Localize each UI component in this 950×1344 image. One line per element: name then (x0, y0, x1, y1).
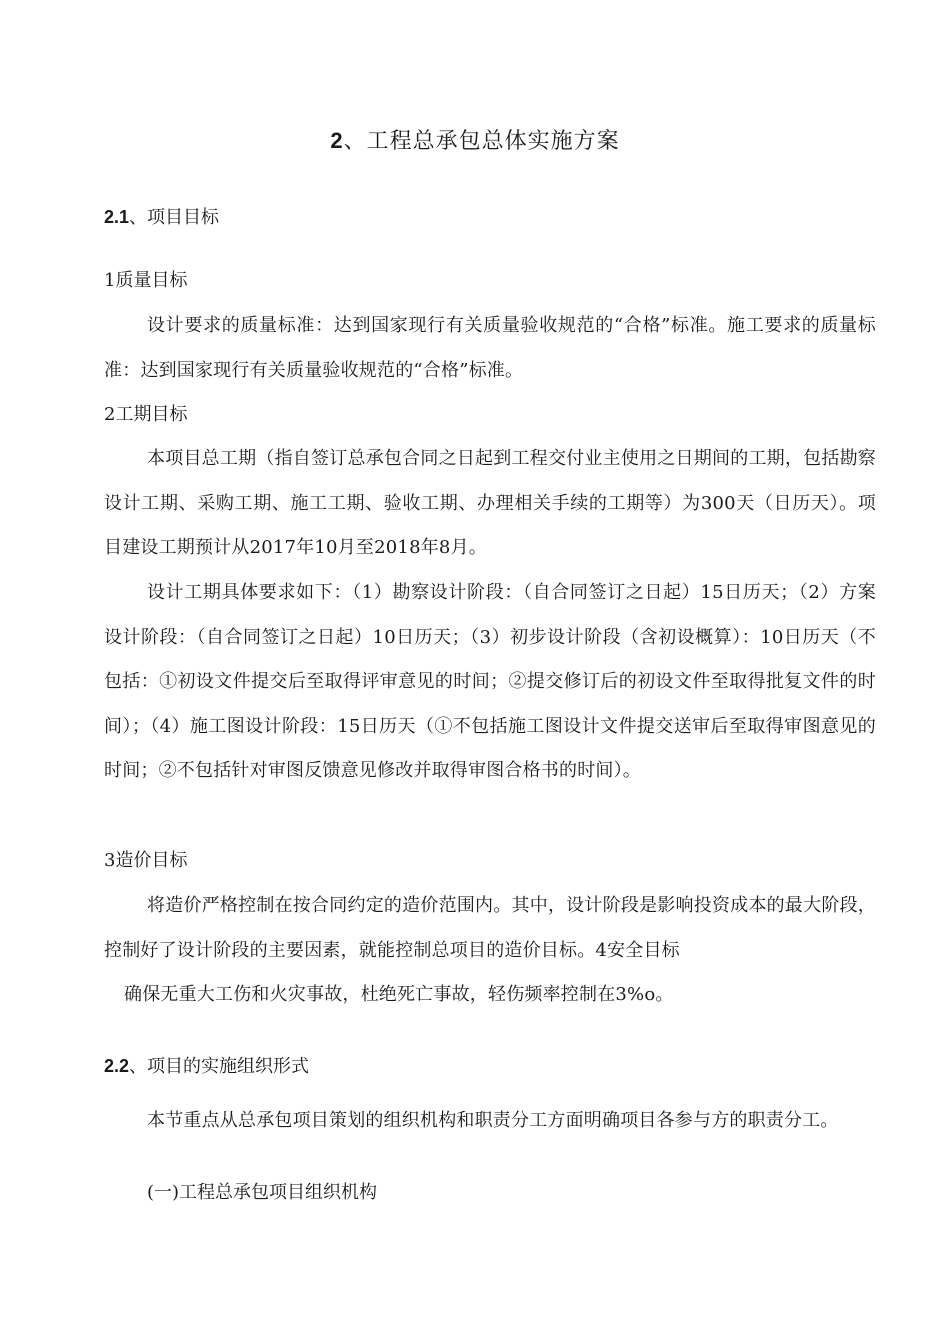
section-number: 2.1 (104, 207, 130, 227)
organization-paragraph: 本节重点从总承包项目策划的组织机构和职责分工方面明确项目各参与方的职责分工。 (147, 1110, 839, 1131)
document-title (0, 126, 950, 157)
design-schedule-paragraph: 设计工期具体要求如下：（1）勘察设计阶段：（自合同签订之日起）15日历天；（2）方案设计阶段：（自合同签订之日起）10日历天；（3）初步设计阶段（含初设概算）：10日历天（不包括：①初设文件提交后至取得评审意见的时间；②提交修订后的初设文件至取得批复文件的时间）；（4）施工图设计阶段：15日历天（①不包括施工图设计文件提交送审后至取得审图意见的时间；②不包括针对审图反馈意见修改并取得审图合格书的时间）。 (104, 582, 876, 781)
section-heading-2-2 (104, 1053, 309, 1080)
schedule-goal-paragraph: 本项目总工期（指自签订总承包合同之日起到工程交付业主使用之日期间的工期，包括勘察设计工期、采购工期、施工工期、验收工期、办理相关手续的工期等）为300天（日历天）。项目建设工期预计从2017年10月至2018年8月。 (104, 448, 876, 558)
organization-subheading: (一)工程总承包项目组织机构 (147, 1182, 378, 1203)
section-number: 2.2 (104, 1056, 130, 1076)
section-heading-2-1 (104, 204, 219, 231)
title-text: 、工程总承包总体实施方案 (343, 129, 620, 154)
quality-goal-paragraph: 设计要求的质量标准：达到国家现行有关质量验收规范的“合格”标准。施工要求的质量标准：达到国家现行有关质量验收规范的“合格”标准。 (104, 315, 876, 381)
cost-goal-heading: 3造价目标 (104, 850, 188, 871)
cost-goal-paragraph: 将造价严格控制在按合同约定的造价范围内。其中，设计阶段是影响投资成本的最大阶段，控制好了设计阶段的主要因素，就能控制总项目的造价目标。4安全目标 (104, 895, 876, 961)
safety-goal-paragraph: 确保无重大工伤和火灾事故，杜绝死亡事故，轻伤频率控制在3%o。 (124, 984, 674, 1005)
section-title: 、项目的实施组织形式 (129, 1056, 310, 1077)
title-number: 2 (330, 128, 344, 153)
schedule-goal-heading: 2工期目标 (104, 404, 188, 425)
quality-goal-heading: 1质量目标 (104, 270, 188, 291)
section-title: 、项目目标 (129, 207, 220, 228)
